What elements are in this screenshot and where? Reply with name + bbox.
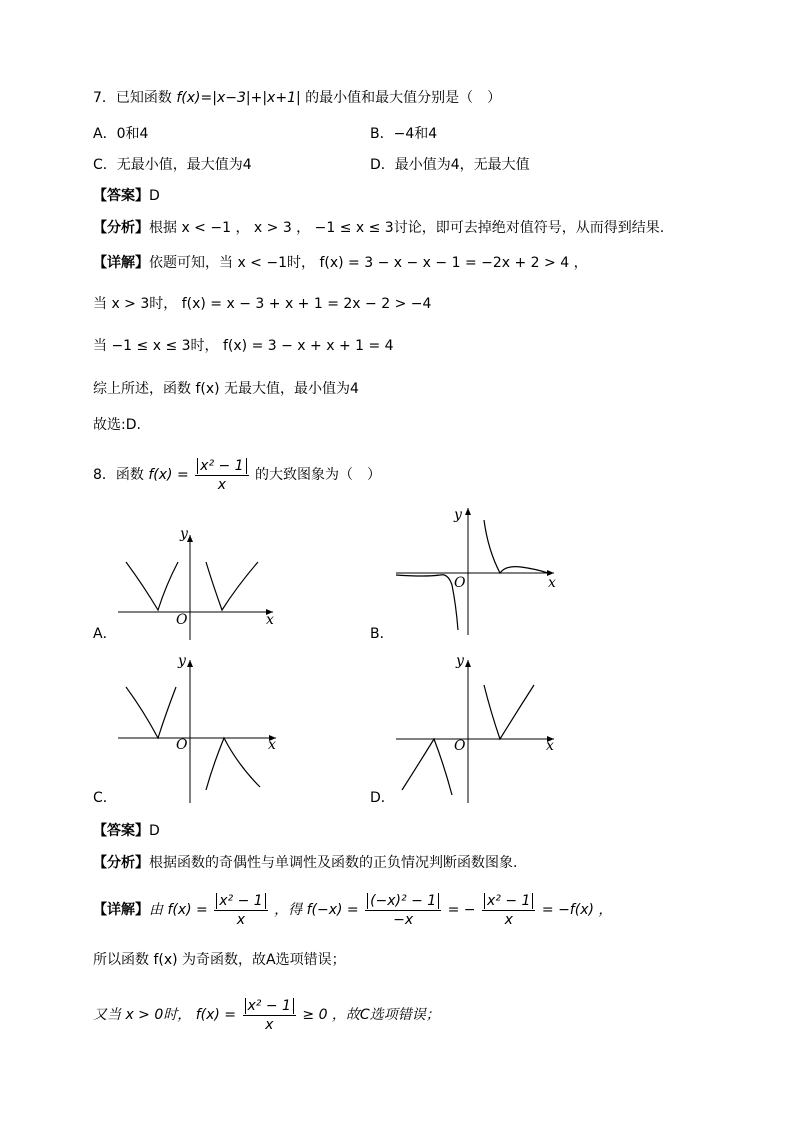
q8-answer — [93, 821, 160, 841]
x-axis-label: x — [268, 737, 276, 753]
analysis-text: 根据 x < −1 ， x > 3 ， −1 ≤ x ≤ 3讨论，即可去掉绝对值符号，从而得到结果. — [149, 220, 665, 236]
q7-stem-suffix: 的最小值和最大值分别是（ ） — [305, 90, 502, 106]
q7-detail-5: 故选:D. — [93, 417, 141, 433]
answer-tag: 【答案】 — [93, 188, 149, 204]
fraction-denominator: −x — [393, 911, 414, 928]
y-axis-label: y — [180, 526, 188, 542]
graph-c-svg — [118, 655, 283, 805]
q8-stem-fraction — [195, 457, 248, 494]
analysis-tag: 【分析】 — [93, 220, 149, 236]
fraction-1 — [214, 892, 267, 929]
q8-detail-1 — [93, 888, 612, 932]
q7-detail-1 — [93, 253, 588, 273]
detail-text: 依题可知，当 x < −1时， f(x) = 3 − x − x − 1 = −2x + 2 > 4 ， — [149, 255, 588, 271]
x-axis-label: x — [266, 612, 274, 628]
fraction-2 — [365, 892, 441, 929]
analysis-tag: 【分析】 — [93, 855, 149, 871]
q8-stem-prefix: 8．函数 — [93, 467, 144, 483]
q8-stem — [93, 455, 381, 495]
graph-b-label: B． — [370, 626, 394, 642]
detail-tag: 【详解】 — [93, 902, 149, 918]
curve-right — [206, 738, 260, 790]
curve-left — [126, 562, 178, 610]
y-axis-label: y — [178, 653, 186, 669]
graph-a-svg — [118, 530, 278, 640]
graph-d — [396, 655, 561, 805]
q7-option-b: B．−4和4 — [370, 126, 438, 142]
curve-right — [484, 520, 548, 573]
q7-option-a: A．0和4 — [93, 126, 149, 142]
q7-stem-formula: f(x)=|x−3|+|x+1| — [176, 90, 301, 106]
graph-a — [118, 526, 278, 640]
fraction-4 — [243, 997, 296, 1034]
q8-analysis — [93, 853, 517, 873]
x-axis-label: x — [546, 738, 554, 754]
curve-right — [206, 562, 258, 610]
fraction-numerator: x² − 1 — [245, 998, 294, 1014]
curve-left — [396, 575, 458, 630]
answer-tag: 【答案】 — [93, 823, 149, 839]
origin-label: O — [454, 575, 466, 591]
q7-stem-prefix: 7．已知函数 — [93, 90, 172, 106]
q8-stem-f: f(x) = — [148, 467, 189, 483]
answer-value: D — [149, 823, 160, 839]
detail-text: ≥ 0 ，故C选项错误； — [302, 1007, 440, 1023]
q7-analysis — [93, 218, 664, 238]
detail-text: 又当 x > 0时， f(x) = — [93, 1007, 237, 1023]
curve-left — [402, 739, 452, 795]
fraction-numerator: x² − 1 — [197, 458, 246, 474]
detail-text: 由 f(x) = — [149, 902, 208, 918]
q7-option-c: C．无最小值，最大值为4 — [93, 157, 252, 173]
origin-label: O — [176, 612, 188, 628]
graph-b — [396, 505, 561, 635]
fraction-numerator: x² − 1 — [484, 893, 533, 909]
fraction-numerator: x² − 1 — [216, 893, 265, 909]
q8-stem-suffix: 的大致图象为（ ） — [255, 467, 382, 483]
detail-text: ，得 f(−x) = — [274, 902, 359, 918]
detail-text: = − — [447, 902, 476, 918]
graph-c — [118, 655, 283, 805]
detail-text: = −f(x) ， — [541, 902, 613, 918]
fraction-numerator: (−x)² − 1 — [367, 893, 439, 909]
q7-stem — [93, 88, 501, 108]
graph-d-label: D． — [370, 790, 395, 806]
q7-option-d: D．最小值为4，无最大值 — [370, 157, 530, 173]
q8-detail-2: 所以函数 f(x) 为奇函数，故A选项错误； — [93, 952, 346, 968]
graph-b-svg — [396, 505, 561, 635]
fraction-denominator: x — [217, 476, 227, 493]
x-axis-label: x — [548, 575, 556, 591]
q7-detail-2: 当 x > 3时， f(x) = x − 3 + x + 1 = 2x − 2 > −4 — [93, 296, 432, 312]
fraction-denominator: x — [265, 1016, 274, 1033]
curve-right — [484, 685, 534, 739]
answer-value: D — [149, 188, 160, 204]
fraction-denominator: x — [504, 911, 513, 928]
q7-detail-3: 当 −1 ≤ x ≤ 3时， f(x) = 3 − x + x + 1 = 4 — [93, 338, 394, 354]
origin-label: O — [176, 737, 188, 753]
analysis-text: 根据函数的奇偶性与单调性及函数的正负情况判断函数图象. — [149, 855, 518, 871]
q8-detail-3 — [93, 993, 440, 1037]
y-axis-label: y — [456, 653, 464, 669]
y-axis-label: y — [454, 507, 462, 523]
curve-left — [126, 687, 176, 738]
graph-c-label: C． — [93, 790, 117, 806]
fraction-3 — [482, 892, 535, 929]
graph-d-svg — [396, 655, 561, 805]
graph-a-label: A． — [93, 626, 117, 642]
q7-answer — [93, 186, 160, 206]
detail-tag: 【详解】 — [93, 255, 149, 271]
origin-label: O — [454, 738, 466, 754]
fraction-denominator: x — [236, 911, 246, 928]
q7-detail-4: 综上所述，函数 f(x) 无最大值，最小值为4 — [93, 381, 359, 397]
